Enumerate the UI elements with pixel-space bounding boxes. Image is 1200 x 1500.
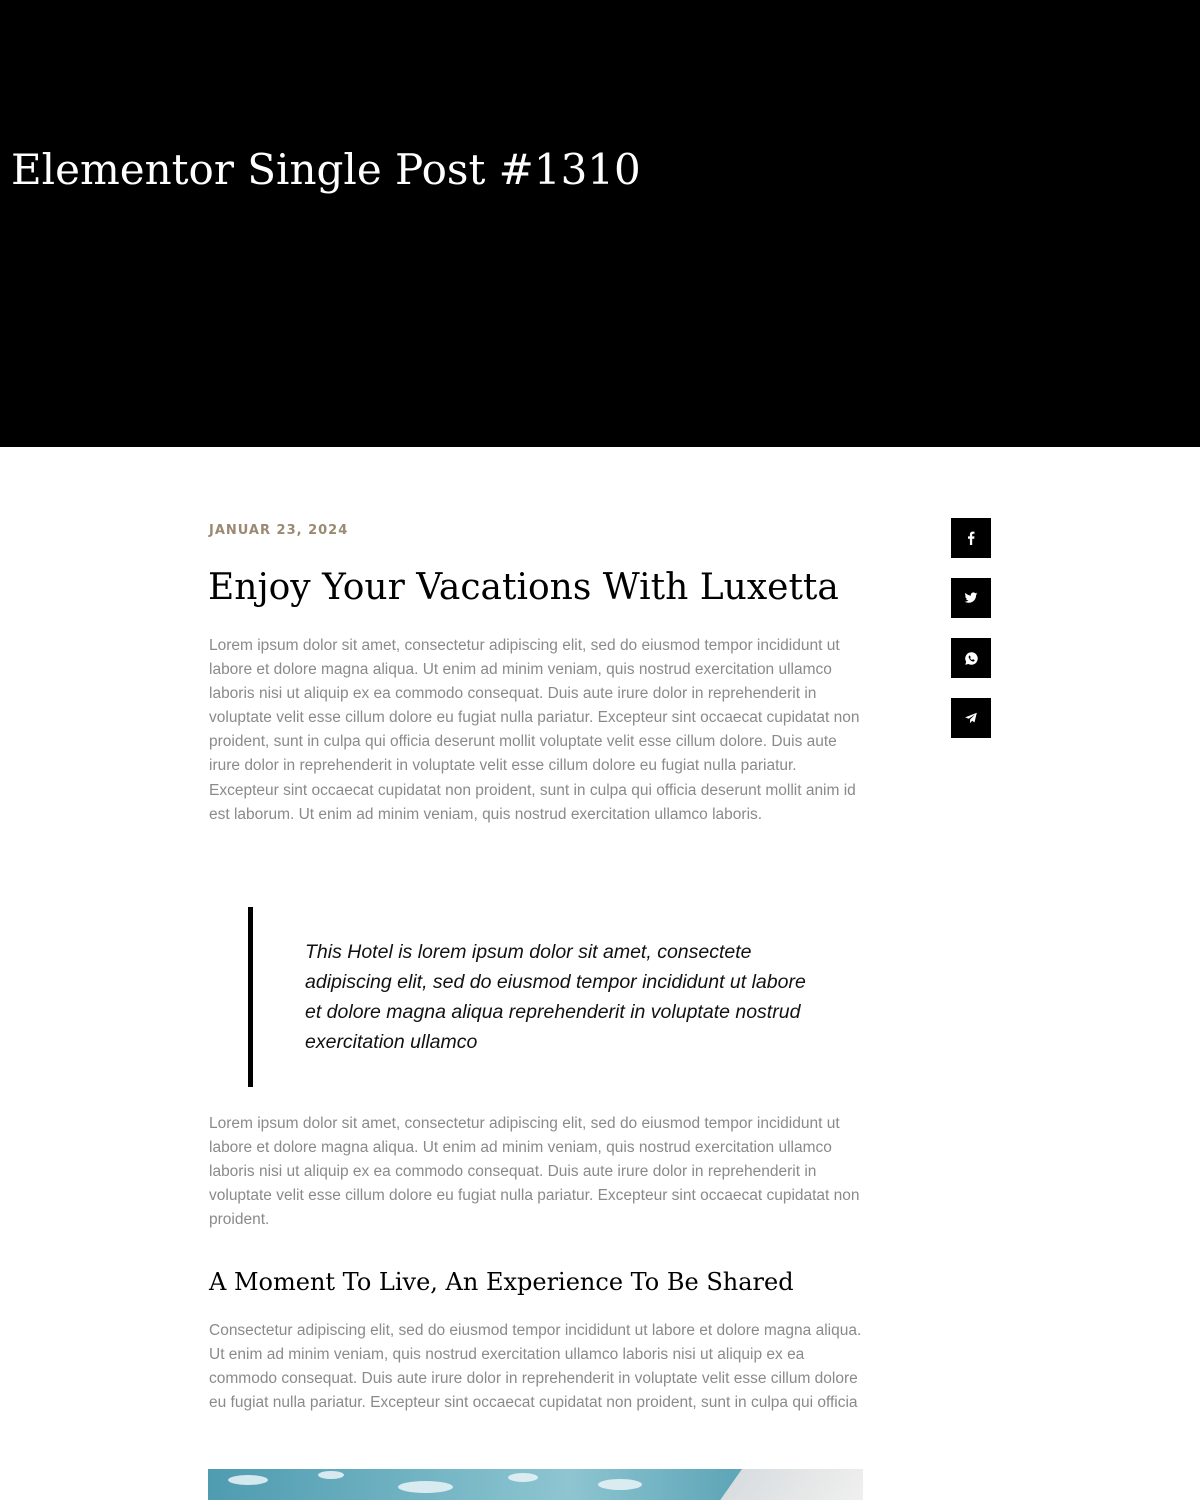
hero-banner bbox=[0, 0, 1200, 447]
share-facebook-button[interactable] bbox=[951, 518, 991, 558]
twitter-icon bbox=[964, 591, 978, 605]
post-date: JANUAR 23, 2024 bbox=[209, 523, 349, 538]
post-paragraph-3: Consectetur adipiscing elit, sed do eiusmod tempor incididunt ut labore et dolore magna aliqua. Ut enim ad minim veniam, quis nostrud exercitation ullamco laboris nisi ut aliquip ex ea commodo consequat. Duis aute irure dolor in reprehenderit in voluptate velit esse cillum dolore eu fugiat nulla pariatur. Excepteur sint occaecat cupidatat non proident, sunt in culpa qui officia bbox=[209, 1322, 862, 1412]
blockquote-text: This Hotel is lorem ipsum dolor sit amet, consectete adipiscing elit, sed do eiusmod tempor incididunt ut labore et dolore magna aliqua reprehenderit in voluptate nostrud exercitation ullamco bbox=[305, 941, 806, 1053]
share-telegram-button[interactable] bbox=[951, 698, 991, 738]
section-heading: A Moment To Live, An Experience To Be Shared bbox=[209, 1268, 794, 1296]
facebook-icon bbox=[964, 531, 978, 545]
telegram-icon bbox=[964, 711, 978, 725]
share-whatsapp-button[interactable] bbox=[951, 638, 991, 678]
post-blockquote bbox=[248, 907, 908, 1087]
share-twitter-button[interactable] bbox=[951, 578, 991, 618]
post-image bbox=[208, 1469, 863, 1500]
post-paragraph-1: Lorem ipsum dolor sit amet, consectetur adipiscing elit, sed do eiusmod tempor incididunt ut labore et dolore magna aliqua. Ut enim ad minim veniam, quis nostrud exercitation ullamco laboris nisi ut aliquip ex ea commodo consequat. Duis aute irure dolor in reprehenderit in voluptate velit esse cillum dolore eu fugiat nulla pariatur. Excepteur sint occaecat cupidatat non proident, sunt in culpa qui officia deserunt mollit voluptate velit esse cillum dolore. Duis aute irure dolor in reprehenderit in voluptate velit esse cillum dolore eu fugiat nulla pariatur. Excepteur sint occaecat cupidatat non proident, sunt in culpa qui officia deserunt mollit anim id est laborum. Ut enim ad minim veniam, quis nostrud exercitation ullamco laboris. bbox=[209, 637, 860, 823]
whatsapp-icon bbox=[964, 651, 979, 666]
post-title: Enjoy Your Vacations With Luxetta bbox=[208, 567, 839, 608]
hero-title: Elementor Single Post #1310 bbox=[11, 145, 641, 194]
post-paragraph-2: Lorem ipsum dolor sit amet, consectetur adipiscing elit, sed do eiusmod tempor incididunt ut labore et dolore magna aliqua. Ut enim ad minim veniam, quis nostrud exercitation ullamco laboris nisi ut aliquip ex ea commodo consequat. Duis aute irure dolor in reprehenderit in voluptate velit esse cillum dolore eu fugiat nulla pariatur. Excepteur sint occaecat cupidatat non proident. bbox=[209, 1115, 860, 1229]
